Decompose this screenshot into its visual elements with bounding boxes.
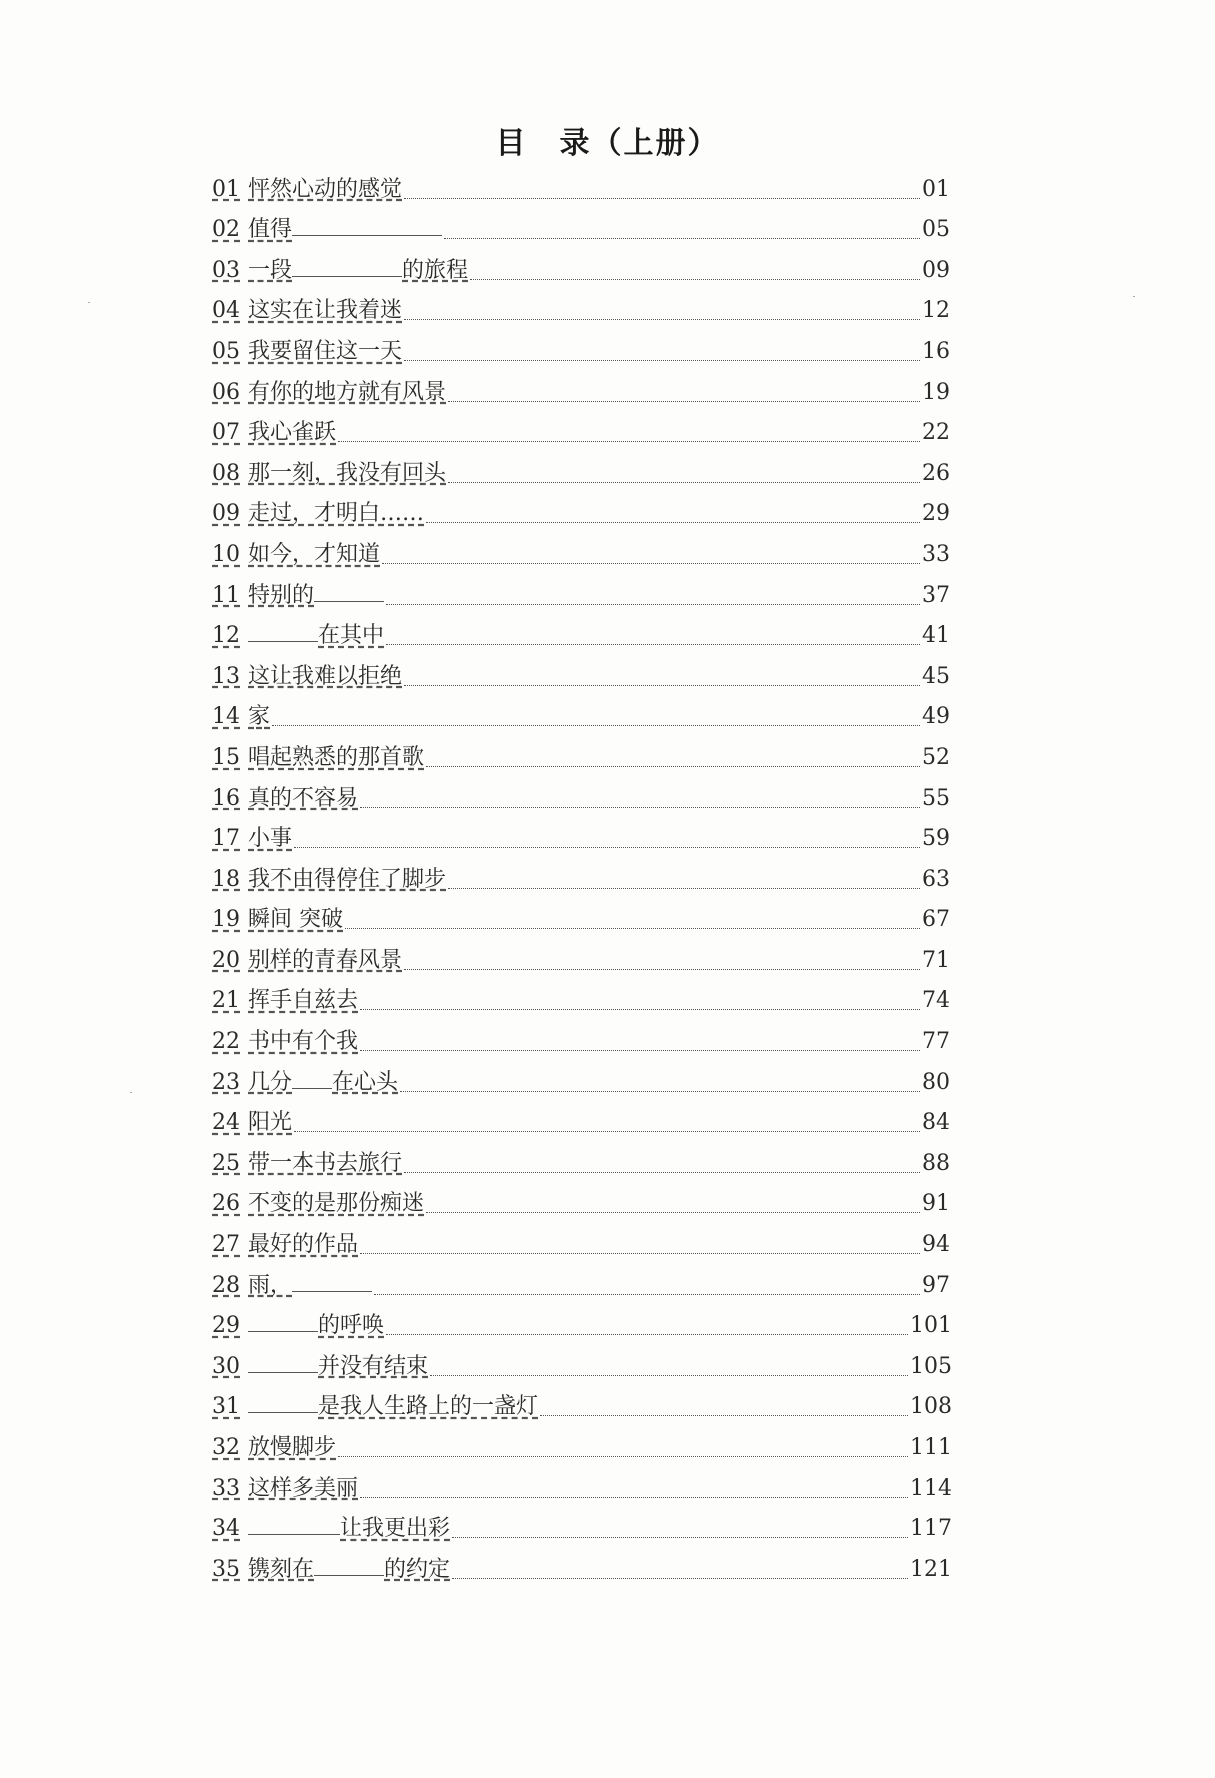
dot-leader <box>404 685 920 686</box>
dot-leader <box>426 1212 920 1213</box>
toc-entry-page: 01 <box>922 176 950 202</box>
toc-entry <box>212 1500 952 1541</box>
toc-entry-number: 35 <box>212 1556 240 1582</box>
toc-entry-title: 真的不容易 <box>248 785 359 811</box>
fill-in-blank <box>248 1534 340 1535</box>
toc-entry-page: 91 <box>922 1191 950 1217</box>
toc-entry-title: 是我人生路上的一盏灯 <box>248 1396 538 1418</box>
dot-leader <box>448 888 920 889</box>
dot-leader <box>452 1537 908 1538</box>
toc-entry-page: 26 <box>922 460 950 486</box>
toc-entry-page: 12 <box>922 298 950 324</box>
toc-entry-number: 14 <box>212 704 240 730</box>
toc-entry <box>212 566 952 607</box>
toc-entry <box>212 1256 952 1297</box>
dot-leader <box>470 279 920 280</box>
toc-entry-title: 走过，才明白…… <box>248 501 425 527</box>
toc-entry-page: 52 <box>922 744 950 770</box>
toc-entry-page: 37 <box>922 582 950 608</box>
toc-entry-title: 几分 在心头 <box>248 1069 399 1095</box>
toc-entry-title: 放慢脚步 <box>248 1435 337 1460</box>
toc-entry-title: 雨， <box>248 1275 372 1297</box>
dot-leader <box>400 1091 920 1092</box>
table-of-contents <box>212 160 952 1581</box>
toc-entry-page: 121 <box>910 1556 952 1582</box>
toc-entry-title: 书中有个我 <box>248 1029 359 1055</box>
toc-entry <box>212 1094 952 1135</box>
toc-entry-page: 88 <box>922 1150 950 1176</box>
toc-entry <box>212 1175 952 1216</box>
toc-entry <box>212 485 952 526</box>
fill-in-blank <box>292 1088 332 1089</box>
dot-leader <box>360 1009 920 1010</box>
toc-entry-number: 28 <box>212 1272 240 1298</box>
dot-leader <box>386 644 920 645</box>
toc-entry-page: 05 <box>922 217 950 243</box>
toc-entry-page: 105 <box>910 1353 952 1379</box>
toc-entry-page: 45 <box>922 663 950 689</box>
toc-entry <box>212 322 952 363</box>
toc-entry-page: 117 <box>910 1516 952 1542</box>
toc-entry-title: 一段 的旅程 <box>248 257 469 283</box>
toc-entry-title: 小事 <box>248 826 293 852</box>
dot-leader <box>360 1497 908 1498</box>
toc-entry-title: 别样的青春风景 <box>248 947 403 973</box>
toc-entry-page: 49 <box>922 704 950 730</box>
toc-entry-number: 25 <box>212 1150 240 1176</box>
toc-entry-number: 16 <box>212 785 240 811</box>
fill-in-blank <box>248 641 318 642</box>
toc-entry-number: 05 <box>212 338 240 364</box>
toc-entry <box>212 282 952 323</box>
toc-entry-page: 29 <box>922 501 950 527</box>
toc-entry-page: 84 <box>922 1110 950 1136</box>
toc-entry-title: 唱起熟悉的那首歌 <box>248 744 425 770</box>
fill-in-blank <box>248 1372 318 1373</box>
toc-entry-title: 阳光 <box>248 1110 293 1136</box>
toc-entry-number: 12 <box>212 623 240 649</box>
dot-leader <box>404 969 920 970</box>
fill-in-blank <box>292 276 402 277</box>
dot-leader <box>426 766 920 767</box>
toc-entry-title: 特别的 <box>248 585 384 607</box>
fill-in-blank <box>292 1291 372 1292</box>
toc-entry-page: 114 <box>910 1475 952 1501</box>
toc-entry-number: 30 <box>212 1353 240 1379</box>
toc-entry-number: 24 <box>212 1110 240 1136</box>
toc-entry <box>212 728 952 769</box>
dot-leader <box>426 522 920 523</box>
toc-entry-title: 最好的作品 <box>248 1232 359 1258</box>
toc-entry-title: 让我更出彩 <box>248 1518 450 1540</box>
toc-entry-number: 21 <box>212 988 240 1014</box>
toc-entry-number: 01 <box>212 176 240 202</box>
dot-leader <box>448 482 920 483</box>
fill-in-blank <box>314 1575 384 1576</box>
toc-entry-title: 这样多美丽 <box>248 1475 359 1501</box>
toc-entry-title: 并没有结束 <box>248 1356 428 1378</box>
toc-entry-title: 挥手自兹去 <box>248 988 359 1014</box>
dot-leader <box>345 928 920 929</box>
toc-entry <box>212 1053 952 1094</box>
toc-entry <box>212 1418 952 1459</box>
toc-entry-page: 41 <box>922 623 950 649</box>
toc-entry-page: 108 <box>910 1394 952 1420</box>
toc-entry-number: 13 <box>212 663 240 689</box>
toc-entry <box>212 769 952 810</box>
dot-leader <box>540 1415 908 1416</box>
toc-entry-title: 那一刻，我没有回头 <box>248 460 447 486</box>
toc-entry-page: 33 <box>922 541 950 567</box>
fill-in-blank <box>292 235 442 236</box>
dot-leader <box>430 1375 908 1376</box>
toc-entry-number: 31 <box>212 1394 240 1420</box>
toc-entry-title: 有你的地方就有风景 <box>248 379 447 405</box>
toc-entry-page: 22 <box>922 420 950 446</box>
toc-entry-page: 94 <box>922 1232 950 1258</box>
toc-entry-page: 67 <box>922 907 950 933</box>
fill-in-blank <box>248 1331 318 1332</box>
toc-entry-title: 我要留住这一天 <box>248 338 403 364</box>
toc-entry-page: 74 <box>922 988 950 1014</box>
toc-entry <box>212 1337 952 1378</box>
toc-entry-number: 09 <box>212 501 240 527</box>
toc-entry <box>212 688 952 729</box>
toc-entry <box>212 404 952 445</box>
toc-entry <box>212 241 952 282</box>
dot-leader <box>294 847 920 848</box>
toc-entry-page: 59 <box>922 826 950 852</box>
dot-leader <box>338 441 920 442</box>
toc-entry-page: 101 <box>910 1313 952 1339</box>
toc-entry <box>212 931 952 972</box>
toc-entry <box>212 972 952 1013</box>
toc-entry-number: 17 <box>212 826 240 852</box>
toc-entry-title: 在其中 <box>248 625 384 647</box>
toc-entry <box>212 850 952 891</box>
toc-entry-page: 16 <box>922 338 950 364</box>
toc-entry-title: 家 <box>248 704 271 730</box>
dot-leader <box>404 1172 920 1173</box>
toc-entry <box>212 1540 952 1581</box>
toc-entry-title: 值得 <box>248 219 442 241</box>
fill-in-blank <box>248 1412 318 1413</box>
toc-entry <box>212 1459 952 1500</box>
toc-entry <box>212 1378 952 1419</box>
toc-entry <box>212 810 952 851</box>
toc-entry-number: 23 <box>212 1069 240 1095</box>
toc-entry-number: 10 <box>212 541 240 567</box>
toc-entry-page: 71 <box>922 947 950 973</box>
toc-entry-page: 80 <box>922 1069 950 1095</box>
dot-leader <box>404 198 920 199</box>
toc-entry-number: 34 <box>212 1516 240 1542</box>
toc-entry <box>212 1012 952 1053</box>
toc-entry-title: 我心雀跃 <box>248 420 337 446</box>
toc-entry-title: 的呼唤 <box>248 1315 384 1337</box>
toc-entry <box>212 607 952 648</box>
fill-in-blank <box>314 601 384 602</box>
toc-entry-page: 97 <box>922 1272 950 1298</box>
dot-leader <box>338 1456 908 1457</box>
dot-leader <box>360 1253 920 1254</box>
toc-entry-number: 07 <box>212 420 240 446</box>
toc-entry-number: 26 <box>212 1191 240 1217</box>
toc-entry-number: 11 <box>212 582 240 608</box>
toc-entry-number: 20 <box>212 947 240 973</box>
dot-leader <box>360 1050 920 1051</box>
toc-entry-title: 不变的是那份痴迷 <box>248 1191 425 1217</box>
toc-entry-title: 怦然心动的感觉 <box>248 176 403 202</box>
dot-leader <box>448 401 920 402</box>
toc-entry-number: 18 <box>212 866 240 892</box>
dot-leader <box>272 725 920 726</box>
toc-entry <box>212 1215 952 1256</box>
toc-entry-page: 19 <box>922 379 950 405</box>
dot-leader <box>386 1334 908 1335</box>
toc-entry <box>212 1297 952 1338</box>
dot-leader <box>452 1578 908 1579</box>
toc-entry-number: 08 <box>212 460 240 486</box>
toc-entry <box>212 1134 952 1175</box>
toc-entry-page: 63 <box>922 866 950 892</box>
toc-entry <box>212 891 952 932</box>
toc-entry-page: 09 <box>922 257 950 283</box>
dot-leader <box>382 563 920 564</box>
toc-entry-title: 我不由得停住了脚步 <box>248 866 447 892</box>
toc-entry-number: 29 <box>212 1313 240 1339</box>
toc-entry-title: 带一本书去旅行 <box>248 1150 403 1176</box>
toc-entry-number: 15 <box>212 744 240 770</box>
dot-leader <box>374 1294 920 1295</box>
toc-entry-title: 镌刻在 的约定 <box>248 1556 451 1582</box>
toc-entry-number: 04 <box>212 298 240 324</box>
toc-entry-title: 瞬间 突破 <box>248 907 343 933</box>
toc-entry <box>212 525 952 566</box>
toc-entry-number: 27 <box>212 1232 240 1258</box>
toc-entry <box>212 160 952 201</box>
dot-leader <box>404 319 920 320</box>
dot-leader <box>386 604 920 605</box>
toc-entry-page: 55 <box>922 785 950 811</box>
toc-entry <box>212 201 952 242</box>
toc-entry-number: 19 <box>212 907 240 933</box>
toc-entry-title: 这让我难以拒绝 <box>248 663 403 689</box>
toc-entry-page: 77 <box>922 1029 950 1055</box>
toc-entry <box>212 647 952 688</box>
toc-entry <box>212 444 952 485</box>
dot-leader <box>444 238 920 239</box>
toc-entry-title: 如今，才知道 <box>248 541 381 567</box>
toc-entry-page: 111 <box>910 1435 952 1460</box>
toc-entry-number: 02 <box>212 217 240 243</box>
dot-leader <box>404 360 920 361</box>
toc-entry-number: 03 <box>212 257 240 283</box>
page-title: 目 录（上册） <box>495 126 720 161</box>
toc-entry-number: 33 <box>212 1475 240 1501</box>
toc-entry-number: 32 <box>212 1435 240 1460</box>
dot-leader <box>294 1131 920 1132</box>
toc-entry-title: 这实在让我着迷 <box>248 298 403 324</box>
toc-entry-number: 22 <box>212 1029 240 1055</box>
toc-entry-number: 06 <box>212 379 240 405</box>
dot-leader <box>360 807 920 808</box>
toc-entry <box>212 363 952 404</box>
